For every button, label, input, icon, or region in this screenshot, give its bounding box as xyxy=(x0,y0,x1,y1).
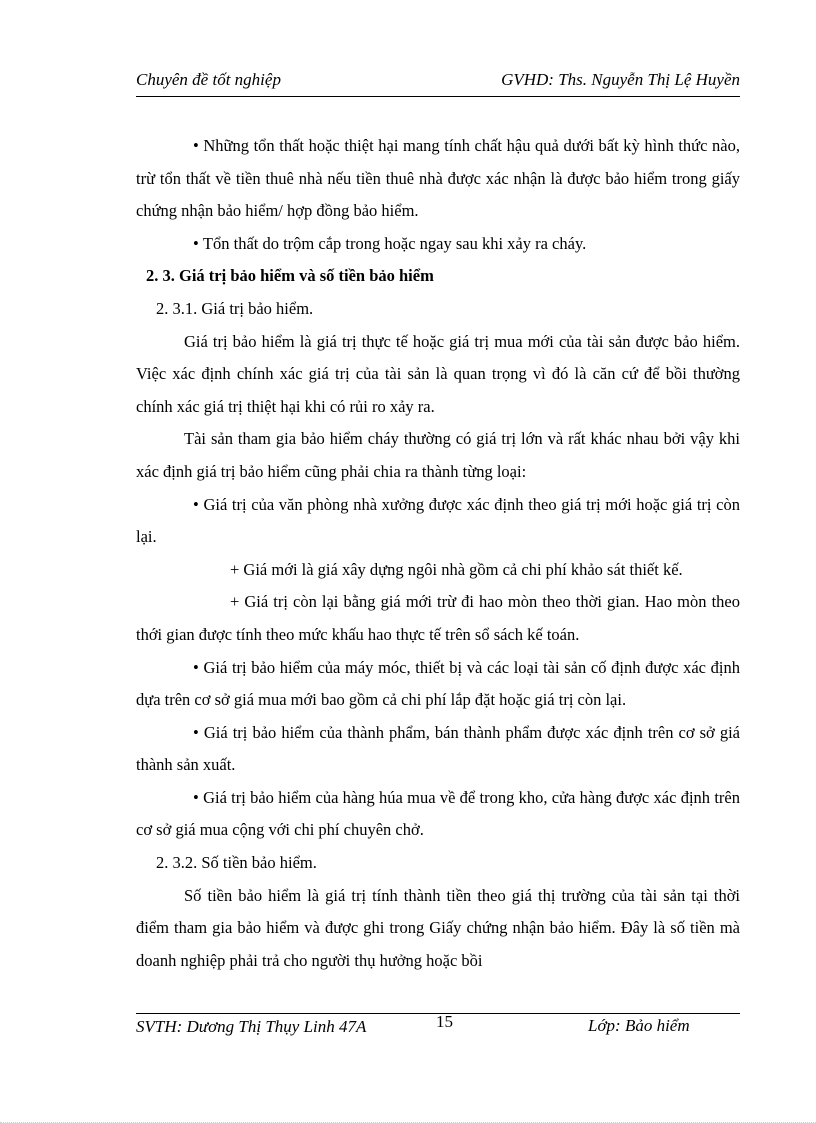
bullet-finished-goods-value: • Giá trị bảo hiểm của thành phẩm, bán thành phẩm được xác định trên cơ sở giá thành sản xuất. xyxy=(136,717,740,782)
footer-class: Lớp: Bảo hiểm xyxy=(588,1016,690,1035)
section-heading-2-3: 2. 3. Giá trị bảo hiểm và số tiền bảo hiểm xyxy=(146,266,434,286)
document-body xyxy=(136,130,740,977)
plus-new-price: + Giá mới là giá xây dựng ngôi nhà gồm cả chi phí khảo sát thiết kế. xyxy=(230,559,683,579)
bullet-theft-loss: • Tổn thất do trộm cắp trong hoặc ngay sau khi xảy ra cháy. xyxy=(136,228,740,261)
subsection-heading-2-3-2: 2. 3.2. Số tiền bảo hiểm. xyxy=(156,853,317,873)
paragraph-insured-value-definition: Giá trị bảo hiểm là giá trị thực tế hoặc giá trị mua mới của tài sản được bảo hiểm. Việc xác định chính xác giá trị của tài sản là quan trọng vì đó là căn cứ để bồi thường chính xác giá trị thiệt hại khi có rủi ro xảy ra. xyxy=(136,331,740,416)
plus-residual-value: + Giá trị còn lại bằng giá mới trừ đi hao mòn theo thời gian. Hao mòn theo thới gian được tính theo mức khấu hao thực tế trên sổ sách kế toán. xyxy=(136,592,740,644)
page-footer xyxy=(136,1012,740,1036)
bullet-merchandise-value: • Giá trị bảo hiểm của hàng húa mua về để trong kho, cửa hàng được xác định trên cơ sở giá mua cộng với chi phí chuyên chở. xyxy=(136,782,740,847)
paragraph-sum-insured: Số tiền bảo hiểm là giá trị tính thành tiền theo giá thị trường của tài sản tại thời điểm tham gia bảo hiểm và được ghi trong Giấy chứng nhận bảo hiểm. Đây là số tiền mà doanh nghiệp phải trả cho người thụ hưởng hoặc bồi xyxy=(136,885,740,970)
subsection-heading-2-3-1: 2. 3.1. Giá trị bảo hiểm. xyxy=(156,298,314,318)
footer-student: SVTH: Dương Thị Thụy Linh 47A xyxy=(136,1017,367,1036)
bullet-office-factory-value: • Giá trị của văn phòng nhà xưởng được xác định theo giá trị mới hoặc giá trị còn lại. xyxy=(136,489,740,554)
header-title: Chuyên đề tốt nghiệp xyxy=(136,70,281,89)
page-number: 15 xyxy=(436,1012,453,1031)
bullet-machinery-value: • Giá trị bảo hiểm của máy móc, thiết bị và các loại tài sản cố định được xác định dựa trên cơ sở giá mua mới bao gồm cả chi phí lắp đặt hoặc giá trị còn lại. xyxy=(136,652,740,717)
header-advisor: GVHD: Ths. Nguyễn Thị Lệ Huyền xyxy=(501,70,740,89)
paragraph-asset-types: Tài sản tham gia bảo hiểm cháy thường có giá trị lớn và rất khác nhau bởi vậy khi xác định giá trị bảo hiểm cũng phải chia ra thành từng loại: xyxy=(136,429,740,481)
bullet-consequential-loss: • Những tổn thất hoặc thiệt hại mang tính chất hậu quả dưới bất kỳ hình thức nào, trừ tổn thất về tiền thuê nhà nếu tiền thuê nhà được xác nhận là được bảo hiểm trong giấy chứng nhận bảo hiểm/ hợp đồng bảo hiểm. xyxy=(136,130,740,228)
page-header xyxy=(136,70,740,97)
